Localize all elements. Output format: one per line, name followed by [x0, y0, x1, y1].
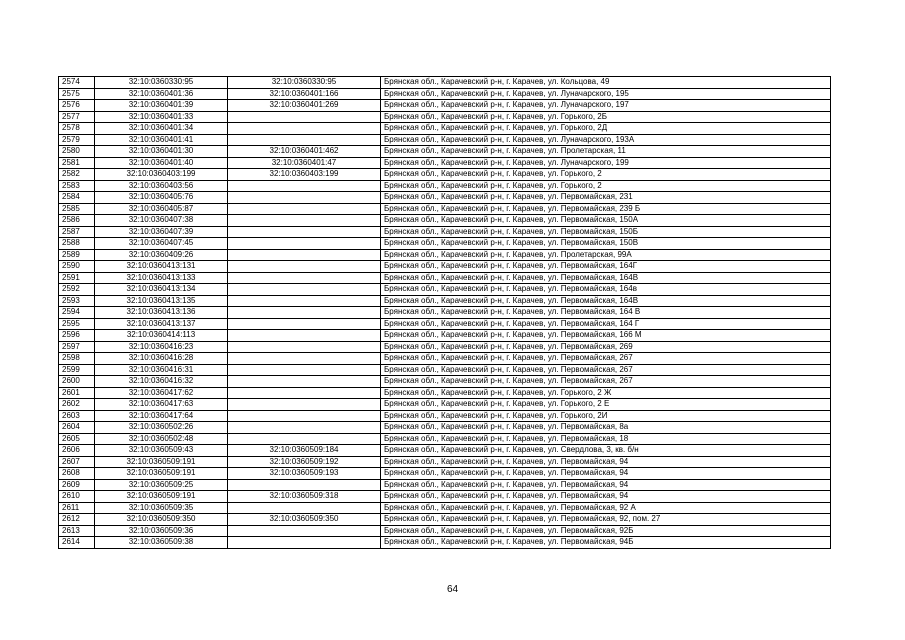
- address-cell: Брянская обл., Карачевский р-н, г. Карачев, ул. Горького, 2 Е: [381, 399, 831, 411]
- second-cadastral-number-cell: 32:10:0360401:269: [228, 100, 381, 112]
- row-number-cell: 2597: [59, 341, 95, 353]
- second-cadastral-number-cell: [228, 422, 381, 434]
- table-row: [59, 238, 831, 250]
- row-number-cell: 2596: [59, 330, 95, 342]
- address-cell: Брянская обл., Карачевский р-н, г. Карачев, ул. Первомайская, 267: [381, 353, 831, 365]
- address-cell: Брянская обл., Карачевский р-н, г. Карачев, ул. Пролетарская, 11: [381, 146, 831, 158]
- address-cell: Брянская обл., Карачевский р-н, г. Карачев, ул. Первомайская, 267: [381, 376, 831, 388]
- table-row: [59, 88, 831, 100]
- address-cell: Брянская обл., Карачевский р-н, г. Карачев, ул. Луначарского, 195: [381, 88, 831, 100]
- cadastral-number-cell: 32:10:0360401:40: [95, 157, 228, 169]
- table-row: [59, 387, 831, 399]
- address-cell: Брянская обл., Карачевский р-н, г. Карачев, ул. Горького, 2Д: [381, 123, 831, 135]
- address-cell: Брянская обл., Карачевский р-н, г. Карачев, ул. Горького, 2И: [381, 410, 831, 422]
- table-row: [59, 433, 831, 445]
- address-cell: Брянская обл., Карачевский р-н, г. Карачев, ул. Луначарского, 199: [381, 157, 831, 169]
- address-cell: Брянская обл., Карачевский р-н, г. Карачев, ул. Горького, 2: [381, 169, 831, 181]
- table-row: [59, 364, 831, 376]
- row-number-cell: 2609: [59, 479, 95, 491]
- table-row: [59, 502, 831, 514]
- table-row: [59, 77, 831, 89]
- address-cell: Брянская обл., Карачевский р-н, г. Карачев, ул. Первомайская, 150В: [381, 238, 831, 250]
- table-row: [59, 537, 831, 549]
- table-row: [59, 307, 831, 319]
- row-number-cell: 2588: [59, 238, 95, 250]
- address-cell: Брянская обл., Карачевский р-н, г. Карачев, ул. Первомайская, 94: [381, 468, 831, 480]
- table-row: [59, 157, 831, 169]
- table-row: [59, 146, 831, 158]
- address-cell: Брянская обл., Карачевский р-н, г. Карачев, ул. Первомайская, 94: [381, 491, 831, 503]
- cadastral-number-cell: 32:10:0360502:26: [95, 422, 228, 434]
- second-cadastral-number-cell: [228, 192, 381, 204]
- cadastral-number-cell: 32:10:0360416:32: [95, 376, 228, 388]
- cadastral-number-cell: 32:10:0360416:28: [95, 353, 228, 365]
- row-number-cell: 2612: [59, 514, 95, 526]
- second-cadastral-number-cell: [228, 284, 381, 296]
- cadastral-number-cell: 32:10:0360413:131: [95, 261, 228, 273]
- address-cell: Брянская обл., Карачевский р-н, г. Карачев, ул. Первомайская, 164В: [381, 272, 831, 284]
- cadastral-number-cell: 32:10:0360509:36: [95, 525, 228, 537]
- table-row: [59, 353, 831, 365]
- cadastral-number-cell: 32:10:0360401:34: [95, 123, 228, 135]
- table-row: [59, 341, 831, 353]
- table-row: [59, 514, 831, 526]
- second-cadastral-number-cell: [228, 111, 381, 123]
- row-number-cell: 2592: [59, 284, 95, 296]
- table-row: [59, 318, 831, 330]
- cadastral-number-cell: 32:10:0360330:95: [95, 77, 228, 89]
- address-cell: Брянская обл., Карачевский р-н, г. Карачев, ул. Первомайская, 269: [381, 341, 831, 353]
- row-number-cell: 2593: [59, 295, 95, 307]
- table-row: [59, 295, 831, 307]
- second-cadastral-number-cell: 32:10:0360401:166: [228, 88, 381, 100]
- cadastral-number-cell: 32:10:0360509:25: [95, 479, 228, 491]
- address-cell: Брянская обл., Карачевский р-н, г. Карачев, ул. Первомайская, 92 А: [381, 502, 831, 514]
- table-row: [59, 226, 831, 238]
- cadastral-number-cell: 32:10:0360401:39: [95, 100, 228, 112]
- address-cell: Брянская обл., Карачевский р-н, г. Карачев, ул. Кольцова, 49: [381, 77, 831, 89]
- row-number-cell: 2586: [59, 215, 95, 227]
- second-cadastral-number-cell: 32:10:0360509:193: [228, 468, 381, 480]
- table-row: [59, 399, 831, 411]
- address-cell: Брянская обл., Карачевский р-н, г. Карачев, ул. Первомайская, 150А: [381, 215, 831, 227]
- second-cadastral-number-cell: [228, 525, 381, 537]
- table-row: [59, 192, 831, 204]
- cadastral-number-cell: 32:10:0360417:64: [95, 410, 228, 422]
- row-number-cell: 2585: [59, 203, 95, 215]
- address-cell: Брянская обл., Карачевский р-н, г. Карачев, ул. Первомайская, 267: [381, 364, 831, 376]
- second-cadastral-number-cell: [228, 537, 381, 549]
- row-number-cell: 2589: [59, 249, 95, 261]
- cadastral-number-cell: 32:10:0360407:38: [95, 215, 228, 227]
- row-number-cell: 2590: [59, 261, 95, 273]
- address-cell: Брянская обл., Карачевский р-н, г. Карачев, ул. Горького, 2Б: [381, 111, 831, 123]
- table-row: [59, 169, 831, 181]
- cadastral-number-cell: 32:10:0360509:191: [95, 468, 228, 480]
- address-cell: Брянская обл., Карачевский р-н, г. Карачев, ул. Луначарского, 197: [381, 100, 831, 112]
- row-number-cell: 2591: [59, 272, 95, 284]
- second-cadastral-number-cell: [228, 353, 381, 365]
- row-number-cell: 2599: [59, 364, 95, 376]
- row-number-cell: 2613: [59, 525, 95, 537]
- row-number-cell: 2604: [59, 422, 95, 434]
- second-cadastral-number-cell: [228, 502, 381, 514]
- cadastral-number-cell: 32:10:0360409:26: [95, 249, 228, 261]
- row-number-cell: 2584: [59, 192, 95, 204]
- address-cell: Брянская обл., Карачевский р-н, г. Карачев, ул. Первомайская, 92Б: [381, 525, 831, 537]
- cadastral-number-cell: 32:10:0360401:33: [95, 111, 228, 123]
- table-row: [59, 410, 831, 422]
- second-cadastral-number-cell: 32:10:0360509:318: [228, 491, 381, 503]
- table-row: [59, 445, 831, 457]
- row-number-cell: 2594: [59, 307, 95, 319]
- cadastral-number-cell: 32:10:0360403:199: [95, 169, 228, 181]
- address-cell: Брянская обл., Карачевский р-н, г. Карачев, ул. Первомайская, 164В: [381, 295, 831, 307]
- table-row: [59, 111, 831, 123]
- cadastral-number-cell: 32:10:0360509:350: [95, 514, 228, 526]
- row-number-cell: 2600: [59, 376, 95, 388]
- table-row: [59, 249, 831, 261]
- cadastral-number-cell: 32:10:0360509:191: [95, 491, 228, 503]
- second-cadastral-number-cell: [228, 215, 381, 227]
- second-cadastral-number-cell: [228, 226, 381, 238]
- cadastral-number-cell: 32:10:0360405:76: [95, 192, 228, 204]
- row-number-cell: 2578: [59, 123, 95, 135]
- table-row: [59, 376, 831, 388]
- row-number-cell: 2611: [59, 502, 95, 514]
- address-cell: Брянская обл., Карачевский р-н, г. Карачев, ул. Первомайская, 164Г: [381, 261, 831, 273]
- page-number: 64: [446, 584, 459, 595]
- table-row: [59, 468, 831, 480]
- second-cadastral-number-cell: [228, 249, 381, 261]
- second-cadastral-number-cell: [228, 341, 381, 353]
- address-cell: Брянская обл., Карачевский р-н, г. Карачев, ул. Первомайская, 94Б: [381, 537, 831, 549]
- address-cell: Брянская обл., Карачевский р-н, г. Карачев, ул. Первомайская, 164 Г: [381, 318, 831, 330]
- row-number-cell: 2587: [59, 226, 95, 238]
- second-cadastral-number-cell: [228, 387, 381, 399]
- row-number-cell: 2603: [59, 410, 95, 422]
- second-cadastral-number-cell: [228, 399, 381, 411]
- second-cadastral-number-cell: [228, 261, 381, 273]
- row-number-cell: 2583: [59, 180, 95, 192]
- second-cadastral-number-cell: [228, 376, 381, 388]
- second-cadastral-number-cell: [228, 295, 381, 307]
- row-number-cell: 2601: [59, 387, 95, 399]
- address-cell: Брянская обл., Карачевский р-н, г. Карачев, ул. Пролетарская, 99А: [381, 249, 831, 261]
- row-number-cell: 2575: [59, 88, 95, 100]
- table-row: [59, 203, 831, 215]
- cadastral-number-cell: 32:10:0360401:36: [95, 88, 228, 100]
- table-row: [59, 422, 831, 434]
- second-cadastral-number-cell: [228, 410, 381, 422]
- second-cadastral-number-cell: 32:10:0360330:95: [228, 77, 381, 89]
- row-number-cell: 2574: [59, 77, 95, 89]
- address-cell: Брянская обл., Карачевский р-н, г. Карачев, ул. Горького, 2 Ж: [381, 387, 831, 399]
- cadastral-number-cell: 32:10:0360413:136: [95, 307, 228, 319]
- address-cell: Брянская обл., Карачевский р-н, г. Карачев, ул. Свердлова, 3, кв. б/н: [381, 445, 831, 457]
- table-row: [59, 134, 831, 146]
- table-row: [59, 180, 831, 192]
- second-cadastral-number-cell: 32:10:0360403:199: [228, 169, 381, 181]
- second-cadastral-number-cell: 32:10:0360509:350: [228, 514, 381, 526]
- second-cadastral-number-cell: [228, 364, 381, 376]
- table-row: [59, 261, 831, 273]
- row-number-cell: 2595: [59, 318, 95, 330]
- cadastral-number-cell: 32:10:0360417:62: [95, 387, 228, 399]
- address-cell: Брянская обл., Карачевский р-н, г. Карачев, ул. Первомайская, 94: [381, 456, 831, 468]
- second-cadastral-number-cell: [228, 307, 381, 319]
- address-cell: Брянская обл., Карачевский р-н, г. Карачев, ул. Первомайская, 164в: [381, 284, 831, 296]
- second-cadastral-number-cell: [228, 123, 381, 135]
- second-cadastral-number-cell: [228, 330, 381, 342]
- row-number-cell: 2581: [59, 157, 95, 169]
- table-row: [59, 272, 831, 284]
- cadastral-number-cell: 32:10:0360413:135: [95, 295, 228, 307]
- cadastral-number-cell: 32:10:0360509:35: [95, 502, 228, 514]
- address-cell: Брянская обл., Карачевский р-н, г. Карачев, ул. Первомайская, 92, пом. 27: [381, 514, 831, 526]
- second-cadastral-number-cell: 32:10:0360509:192: [228, 456, 381, 468]
- cadastral-number-cell: 32:10:0360407:39: [95, 226, 228, 238]
- row-number-cell: 2576: [59, 100, 95, 112]
- row-number-cell: 2598: [59, 353, 95, 365]
- table-row: [59, 123, 831, 135]
- cadastral-number-cell: 32:10:0360401:41: [95, 134, 228, 146]
- second-cadastral-number-cell: [228, 180, 381, 192]
- row-number-cell: 2580: [59, 146, 95, 158]
- address-cell: Брянская обл., Карачевский р-н, г. Карачев, ул. Первомайская, 239 Б: [381, 203, 831, 215]
- address-cell: Брянская обл., Карачевский р-н, г. Карачев, ул. Первомайская, 18: [381, 433, 831, 445]
- register-body: [59, 77, 831, 549]
- second-cadastral-number-cell: 32:10:0360401:462: [228, 146, 381, 158]
- cadastral-number-cell: 32:10:0360509:43: [95, 445, 228, 457]
- cadastral-number-cell: 32:10:0360413:137: [95, 318, 228, 330]
- table-row: [59, 456, 831, 468]
- address-cell: Брянская обл., Карачевский р-н, г. Карачев, ул. Первомайская, 164 В: [381, 307, 831, 319]
- cadastral-number-cell: 32:10:0360416:23: [95, 341, 228, 353]
- address-cell: Брянская обл., Карачевский р-н, г. Карачев, ул. Первомайская, 166 М: [381, 330, 831, 342]
- cadastral-number-cell: 32:10:0360401:30: [95, 146, 228, 158]
- cadastral-number-cell: 32:10:0360502:48: [95, 433, 228, 445]
- address-cell: Брянская обл., Карачевский р-н, г. Карачев, ул. Горького, 2: [381, 180, 831, 192]
- cadastral-number-cell: 32:10:0360405:87: [95, 203, 228, 215]
- second-cadastral-number-cell: [228, 134, 381, 146]
- row-number-cell: 2608: [59, 468, 95, 480]
- second-cadastral-number-cell: [228, 433, 381, 445]
- cadastral-number-cell: 32:10:0360509:38: [95, 537, 228, 549]
- cadastral-number-cell: 32:10:0360414:113: [95, 330, 228, 342]
- cadastral-number-cell: 32:10:0360417:63: [95, 399, 228, 411]
- row-number-cell: 2610: [59, 491, 95, 503]
- row-number-cell: 2606: [59, 445, 95, 457]
- second-cadastral-number-cell: 32:10:0360509:184: [228, 445, 381, 457]
- second-cadastral-number-cell: 32:10:0360401:47: [228, 157, 381, 169]
- row-number-cell: 2577: [59, 111, 95, 123]
- second-cadastral-number-cell: [228, 318, 381, 330]
- row-number-cell: 2579: [59, 134, 95, 146]
- second-cadastral-number-cell: [228, 238, 381, 250]
- table-row: [59, 215, 831, 227]
- address-cell: Брянская обл., Карачевский р-н, г. Карачев, ул. Первомайская, 150Б: [381, 226, 831, 238]
- table-row: [59, 100, 831, 112]
- address-cell: Брянская обл., Карачевский р-н, г. Карачев, ул. Луначарского, 193А: [381, 134, 831, 146]
- second-cadastral-number-cell: [228, 272, 381, 284]
- cadastral-number-cell: 32:10:0360403:56: [95, 180, 228, 192]
- address-cell: Брянская обл., Карачевский р-н, г. Карачев, ул. Первомайская, 94: [381, 479, 831, 491]
- cadastral-number-cell: 32:10:0360407:45: [95, 238, 228, 250]
- second-cadastral-number-cell: [228, 479, 381, 491]
- table-row: [59, 525, 831, 537]
- cadastral-number-cell: 32:10:0360413:134: [95, 284, 228, 296]
- table-row: [59, 491, 831, 503]
- table-row: [59, 330, 831, 342]
- register-table: [58, 76, 831, 549]
- table-row: [59, 479, 831, 491]
- second-cadastral-number-cell: [228, 203, 381, 215]
- row-number-cell: 2607: [59, 456, 95, 468]
- row-number-cell: 2602: [59, 399, 95, 411]
- address-cell: Брянская обл., Карачевский р-н, г. Карачев, ул. Первомайская, 8а: [381, 422, 831, 434]
- cadastral-number-cell: 32:10:0360509:191: [95, 456, 228, 468]
- cadastral-number-cell: 32:10:0360413:133: [95, 272, 228, 284]
- table-row: [59, 284, 831, 296]
- row-number-cell: 2605: [59, 433, 95, 445]
- row-number-cell: 2582: [59, 169, 95, 181]
- row-number-cell: 2614: [59, 537, 95, 549]
- address-cell: Брянская обл., Карачевский р-н, г. Карачев, ул. Первомайская, 231: [381, 192, 831, 204]
- cadastral-number-cell: 32:10:0360416:31: [95, 364, 228, 376]
